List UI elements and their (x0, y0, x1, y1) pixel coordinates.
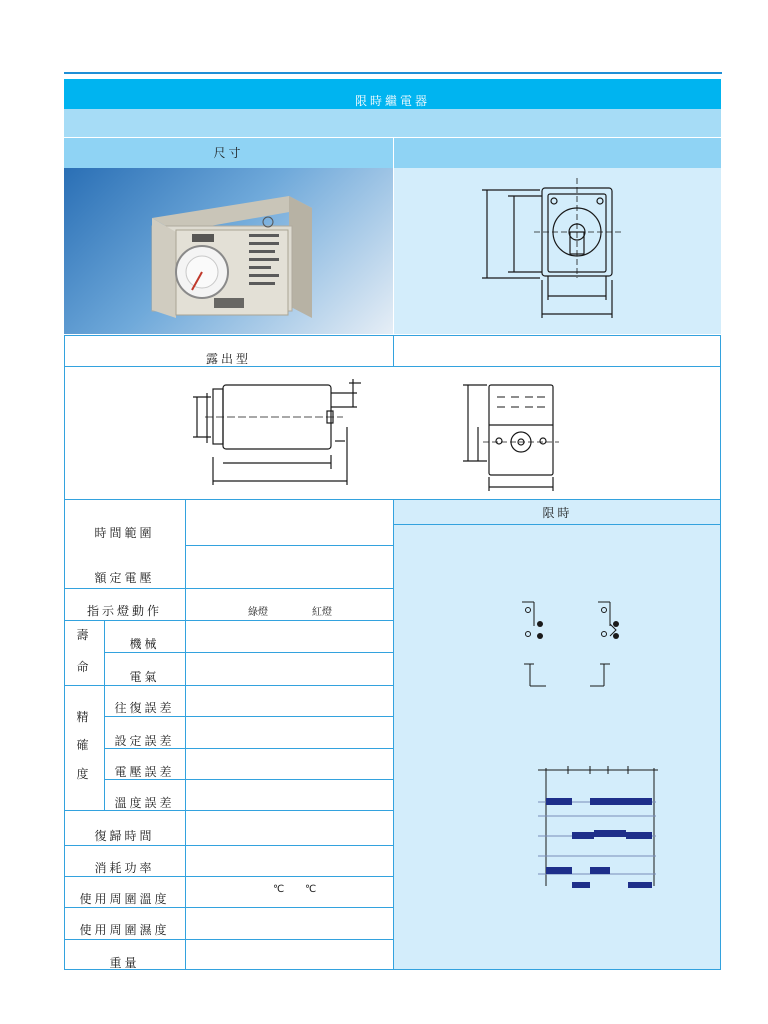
subtitle-bar (64, 109, 721, 137)
row-line (64, 685, 393, 686)
ambient-temp-label: 使用周圍溫度 (79, 892, 170, 906)
temp-error-label: 溫度誤差 (114, 796, 175, 810)
indicator-red: 紅燈 (312, 607, 332, 618)
ambient-temp-high: ℃ (305, 884, 317, 895)
voltage-error-label: 電壓誤差 (114, 765, 175, 779)
rated-voltage-label: 額定電壓 (94, 571, 155, 585)
contact-diagram-wrap (394, 590, 721, 690)
life-label-1: 壽 (76, 628, 92, 642)
relay-top-drawing (65, 367, 719, 497)
time-limit-label: 限時 (542, 506, 573, 520)
life-label-2: 命 (76, 660, 92, 674)
ambient-humidity-label: 使用周圍濕度 (79, 923, 170, 937)
electrical-label: 電氣 (129, 670, 160, 684)
row-line (185, 545, 393, 546)
setting-error-label: 設定誤差 (114, 734, 175, 748)
flush-divider (393, 336, 394, 367)
front-drawing-panel (394, 168, 721, 334)
contact-diagram (394, 590, 721, 690)
power-consumption-label: 消耗功率 (94, 861, 155, 875)
relay-photo-panel (64, 168, 393, 334)
time-limit-panel (394, 500, 721, 970)
relay-front-drawing (394, 168, 721, 334)
time-limit-underline (394, 524, 721, 525)
row-line (64, 939, 393, 940)
page-title: 限時繼電器 (64, 79, 721, 109)
mechanical-label: 機械 (129, 637, 160, 651)
ambient-temp-low: ℃ (273, 884, 285, 895)
weight-label: 重量 (109, 956, 140, 970)
flush-type-label: 露出型 (205, 352, 251, 366)
accuracy-label-2: 確 (76, 738, 92, 752)
row-line (104, 652, 393, 653)
relay-photo (64, 168, 393, 334)
accuracy-label-3: 度 (76, 767, 92, 781)
timing-chart (394, 762, 721, 892)
flush-drawing-panel (64, 366, 721, 500)
timing-chart-wrap (394, 762, 721, 892)
dimension-header-right (394, 138, 721, 168)
top-rule (64, 72, 722, 74)
row-line (64, 907, 393, 908)
spec-col-divider (185, 500, 186, 970)
repeat-error-label: 往復誤差 (114, 701, 175, 715)
row-line (104, 716, 393, 717)
row-line (64, 620, 393, 621)
dimension-header: 尺寸 (64, 138, 393, 168)
reset-time-label: 復歸時間 (94, 829, 155, 843)
time-range-label: 時間範圍 (94, 526, 155, 540)
row-line (64, 588, 393, 589)
row-line (64, 876, 393, 877)
row-line (64, 845, 393, 846)
accuracy-label-1: 精 (76, 710, 92, 724)
indicator-label: 指示燈動作 (86, 604, 162, 618)
indicator-green: 綠燈 (248, 607, 268, 618)
